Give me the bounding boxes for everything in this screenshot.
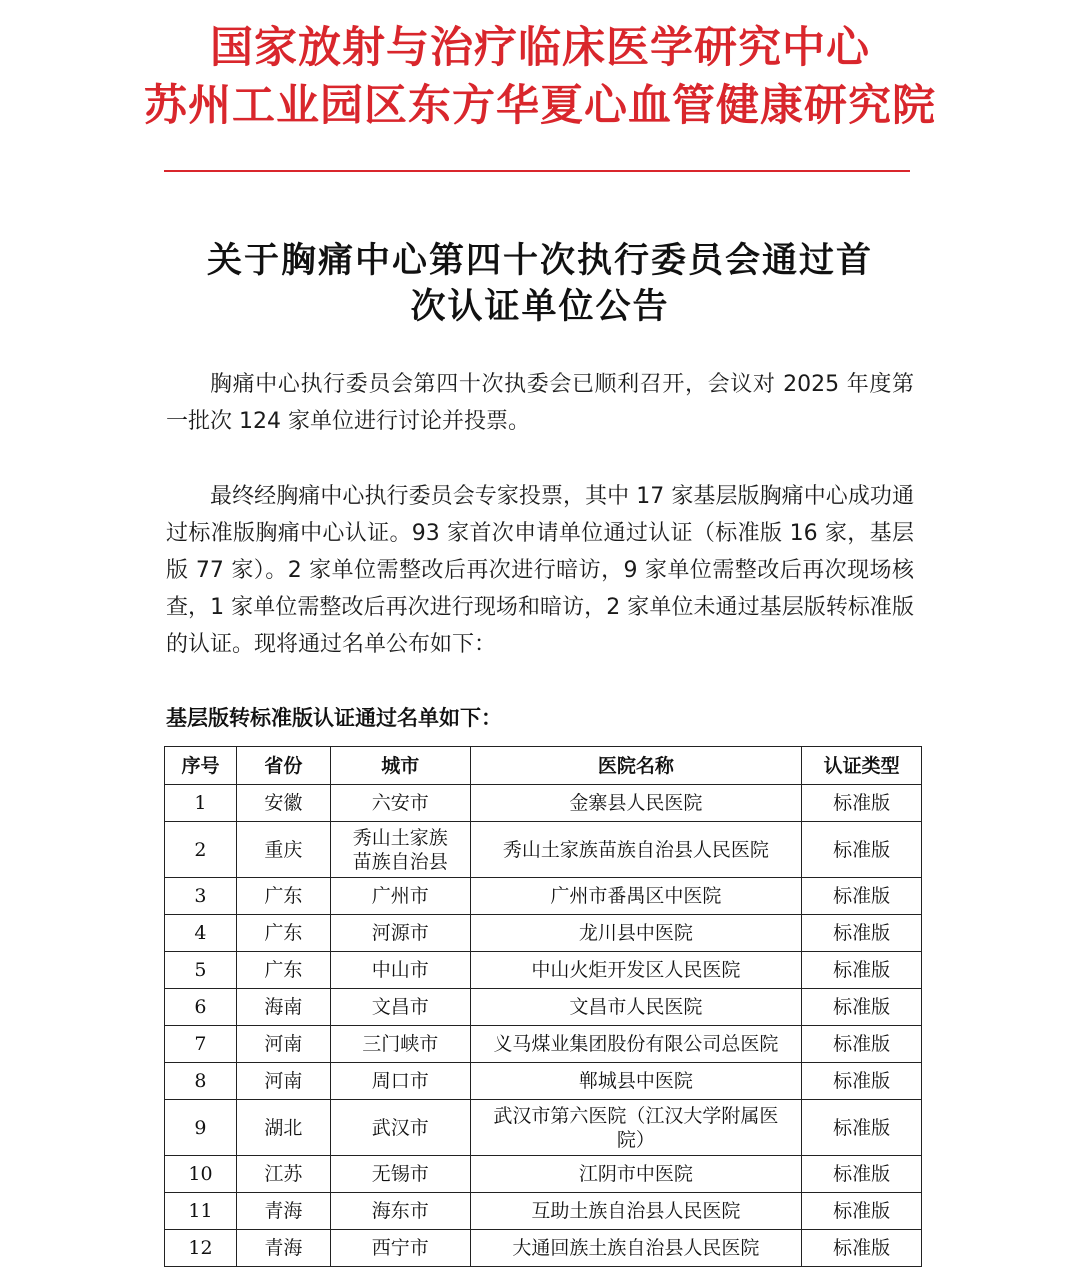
table-row [165, 1230, 922, 1267]
list-heading: 基层版转标准版认证通过名单如下： [166, 705, 502, 730]
table-header-row [165, 747, 922, 785]
cell-hospital: 文昌市人民医院 [470, 989, 802, 1026]
cell-index: 7 [165, 1026, 237, 1063]
cell-province: 安徽 [236, 785, 330, 822]
cell-hospital: 江阴市中医院 [470, 1156, 802, 1193]
cell-index: 5 [165, 952, 237, 989]
letterhead-divider [164, 170, 910, 172]
cell-cert-type: 标准版 [802, 1026, 922, 1063]
table-row [165, 989, 922, 1026]
cell-province: 广东 [236, 915, 330, 952]
cell-city: 无锡市 [330, 1156, 470, 1193]
paragraph-meeting: 胸痛中心执行委员会第四十次执委会已顺利召开，会议对 2025 年度第一批次 124 家单位进行讨论并投票。 [166, 372, 914, 434]
cell-index: 3 [165, 878, 237, 915]
header-hospital: 医院名称 [470, 747, 802, 785]
cell-hospital: 龙川县中医院 [470, 915, 802, 952]
table-row [165, 878, 922, 915]
cell-cert-type: 标准版 [802, 1156, 922, 1193]
table-row [165, 1026, 922, 1063]
letterhead-org-2: 苏州工业园区东方华夏心血管健康研究院 [144, 81, 936, 131]
cell-city: 周口市 [330, 1063, 470, 1100]
cell-province: 广东 [236, 952, 330, 989]
cell-hospital: 中山火炬开发区人民医院 [470, 952, 802, 989]
cell-hospital: 广州市番禺区中医院 [470, 878, 802, 915]
table-row [165, 822, 922, 878]
cell-city: 秀山土家族苗族自治县 [330, 822, 470, 878]
cell-cert-type: 标准版 [802, 915, 922, 952]
cell-cert-type: 标准版 [802, 1230, 922, 1267]
cell-hospital: 大通回族土族自治县人民医院 [470, 1230, 802, 1267]
cell-city: 武汉市 [330, 1100, 470, 1156]
cell-hospital: 郸城县中医院 [470, 1063, 802, 1100]
cell-province: 青海 [236, 1193, 330, 1230]
cell-index: 10 [165, 1156, 237, 1193]
cell-city: 海东市 [330, 1193, 470, 1230]
table-row [165, 915, 922, 952]
header-index: 序号 [165, 747, 237, 785]
cell-hospital: 秀山土家族苗族自治县人民医院 [470, 822, 802, 878]
cell-index: 11 [165, 1193, 237, 1230]
cell-index: 1 [165, 785, 237, 822]
table-row [165, 1193, 922, 1230]
header-city: 城市 [330, 747, 470, 785]
cell-cert-type: 标准版 [802, 822, 922, 878]
cell-city: 六安市 [330, 785, 470, 822]
cell-hospital: 互助土族自治县人民医院 [470, 1193, 802, 1230]
table-row [165, 952, 922, 989]
cell-cert-type: 标准版 [802, 952, 922, 989]
cell-city: 三门峡市 [330, 1026, 470, 1063]
cell-index: 2 [165, 822, 237, 878]
document-title-line-2: 次认证单位公告 [410, 286, 670, 327]
table-row [165, 785, 922, 822]
document-title-line-1: 关于胸痛中心第四十次执行委员会通过首 [206, 240, 873, 281]
letterhead [0, 22, 1080, 132]
certification-table [164, 746, 922, 1267]
cell-index: 6 [165, 989, 237, 1026]
header-province: 省份 [236, 747, 330, 785]
cell-hospital: 武汉市第六医院（江汉大学附属医院） [470, 1100, 802, 1156]
cell-index: 8 [165, 1063, 237, 1100]
cell-hospital: 金寨县人民医院 [470, 785, 802, 822]
document-title [150, 238, 930, 330]
cell-cert-type: 标准版 [802, 989, 922, 1026]
cell-hospital: 义马煤业集团股份有限公司总医院 [470, 1026, 802, 1063]
cell-cert-type: 标准版 [802, 1100, 922, 1156]
cell-index: 12 [165, 1230, 237, 1267]
cell-city: 广州市 [330, 878, 470, 915]
cell-province: 河南 [236, 1026, 330, 1063]
cell-province: 海南 [236, 989, 330, 1026]
cell-city: 河源市 [330, 915, 470, 952]
cell-province: 青海 [236, 1230, 330, 1267]
table-row [165, 1100, 922, 1156]
cell-province: 广东 [236, 878, 330, 915]
cell-city: 中山市 [330, 952, 470, 989]
paragraph-results: 最终经胸痛中心执行委员会专家投票，其中 17 家基层版胸痛中心成功通过标准版胸痛中心认证。93 家首次申请单位通过认证（标准版 16 家，基层版 77 家）。2 家单位需整改后再次进行暗访，9 家单位需整改后再次现场核查，1 家单位需整改后再次进行现场和暗访，2 家单位未通过基层版转标准版的认证。现将通过名单公布如下： [166, 484, 914, 657]
header-cert-type: 认证类型 [802, 747, 922, 785]
cell-province: 湖北 [236, 1100, 330, 1156]
cell-cert-type: 标准版 [802, 1063, 922, 1100]
cell-province: 重庆 [236, 822, 330, 878]
cell-index: 4 [165, 915, 237, 952]
cell-province: 河南 [236, 1063, 330, 1100]
cell-city: 西宁市 [330, 1230, 470, 1267]
cell-index: 9 [165, 1100, 237, 1156]
cell-cert-type: 标准版 [802, 1193, 922, 1230]
cell-cert-type: 标准版 [802, 785, 922, 822]
cell-province: 江苏 [236, 1156, 330, 1193]
cell-cert-type: 标准版 [802, 878, 922, 915]
table-row [165, 1156, 922, 1193]
letterhead-org-1: 国家放射与治疗临床医学研究中心 [210, 23, 870, 73]
table-row [165, 1063, 922, 1100]
cell-city: 文昌市 [330, 989, 470, 1026]
